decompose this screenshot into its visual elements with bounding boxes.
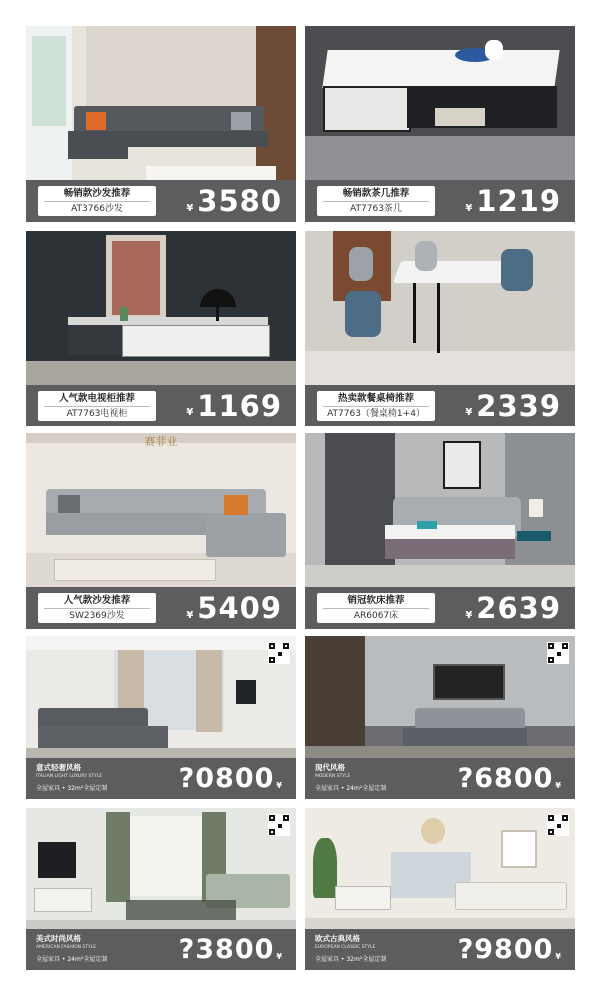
- package-price: [179, 758, 282, 799]
- coffee-table-photo: [305, 26, 575, 180]
- currency-symbol: ¥: [186, 609, 194, 621]
- bedroom-photo: [305, 636, 575, 758]
- card-info-bar: [305, 180, 575, 222]
- card-model: AT7763电视柜: [66, 409, 128, 419]
- qr-code: [547, 814, 569, 836]
- package-style-en: EUROPEAN CLASSIC STYLE: [315, 945, 376, 950]
- package-style: 现代风格: [315, 763, 345, 772]
- card-price: [465, 180, 561, 222]
- package-style-en: AMERICAN FASHION STYLE: [36, 945, 97, 950]
- card-label: [38, 186, 156, 216]
- card-price: [186, 385, 282, 426]
- package-price: [458, 758, 561, 799]
- price-value: ?6800: [457, 763, 554, 794]
- living-room-photo: [26, 808, 296, 929]
- price-value: ?9800: [457, 934, 554, 965]
- package-description: 全屋家具 • 24m²全屋定制: [36, 956, 108, 963]
- currency-symbol: ¥: [186, 407, 194, 418]
- card-info-bar: [26, 385, 296, 426]
- card-model: SW2369沙发: [69, 611, 125, 621]
- price-value: 1169: [197, 388, 282, 423]
- card-title: 热卖款餐桌椅推荐: [323, 391, 429, 407]
- card-model: AT7763茶几: [350, 204, 402, 214]
- card-price: [465, 385, 561, 426]
- bed-photo: [305, 433, 575, 587]
- package-description: 全屋家具 • 32m²全屋定制: [36, 785, 108, 792]
- dining-set-photo: [305, 231, 575, 385]
- sofa-photo: [26, 26, 296, 180]
- card-label: [317, 391, 435, 421]
- package-info-bar: [26, 929, 296, 970]
- card-info-bar: [305, 385, 575, 426]
- package-card-european-classic[interactable]: [305, 808, 575, 970]
- price-value: 2339: [476, 388, 561, 423]
- package-style: 美式时尚风格: [36, 934, 81, 943]
- package-style: 意式轻奢风格: [36, 763, 81, 772]
- card-title: 人气款沙发推荐: [44, 593, 150, 609]
- card-price: [186, 587, 282, 629]
- package-price: [458, 929, 561, 970]
- product-card-sofa-at3766[interactable]: [26, 26, 296, 222]
- card-model: AT3766沙发: [71, 204, 123, 214]
- product-card-sofa-sw2369[interactable]: [26, 433, 296, 629]
- card-title: 人气款电视柜推荐: [44, 391, 150, 407]
- sectional-sofa-photo: [26, 433, 296, 587]
- package-description: 全屋家具 • 32m²全屋定制: [315, 956, 387, 963]
- package-style: 欧式古典风格: [315, 934, 360, 943]
- card-info-bar: [305, 587, 575, 629]
- package-description: 全屋家具 • 24m²全屋定制: [315, 785, 387, 792]
- package-card-italian-light-luxury[interactable]: [26, 636, 296, 799]
- product-card-coffee-table-at7763[interactable]: [305, 26, 575, 222]
- tv-cabinet-photo: [26, 231, 296, 385]
- package-info: [36, 934, 107, 968]
- product-card-bed-ar6067[interactable]: [305, 433, 575, 629]
- package-info: [315, 763, 386, 797]
- card-label: [38, 391, 156, 421]
- package-info-bar: [305, 758, 575, 799]
- currency-symbol: ¥: [555, 952, 561, 961]
- card-label: [317, 186, 435, 216]
- card-price: [465, 587, 561, 629]
- package-info-bar: [26, 758, 296, 799]
- card-label: [38, 593, 156, 623]
- card-label: [317, 593, 435, 623]
- card-info-bar: [26, 180, 296, 222]
- currency-symbol: ¥: [276, 952, 282, 961]
- price-value: 2639: [476, 591, 561, 625]
- package-info: [315, 934, 386, 968]
- package-style-en: MODERN STYLE: [315, 774, 351, 779]
- qr-code: [268, 814, 290, 836]
- card-price: [186, 180, 282, 222]
- qr-code: [268, 642, 290, 664]
- price-value: ?3800: [178, 934, 275, 965]
- currency-symbol: ¥: [465, 407, 473, 418]
- currency-symbol: ¥: [555, 781, 561, 790]
- currency-symbol: ¥: [465, 202, 473, 214]
- living-room-photo: [26, 636, 296, 758]
- card-title: 销冠软床推荐: [323, 593, 429, 609]
- currency-symbol: ¥: [465, 609, 473, 621]
- card-info-bar: [26, 587, 296, 629]
- currency-symbol: ¥: [276, 781, 282, 790]
- card-title: 畅销款沙发推荐: [44, 186, 150, 202]
- package-card-american-fashion[interactable]: [26, 808, 296, 970]
- price-value: 1219: [476, 184, 561, 218]
- brand-logo: 赛菲业: [144, 435, 178, 448]
- product-card-dining-set-at7763[interactable]: [305, 231, 575, 426]
- currency-symbol: ¥: [186, 202, 194, 214]
- package-price: [179, 929, 282, 970]
- package-info-bar: [305, 929, 575, 970]
- card-model: AT7763（餐桌椅1+4）: [327, 409, 425, 419]
- product-card-tv-cabinet-at7763[interactable]: [26, 231, 296, 426]
- living-room-photo: [305, 808, 575, 929]
- card-title: 畅销款茶几推荐: [323, 186, 429, 202]
- qr-code: [547, 642, 569, 664]
- price-value: 5409: [197, 591, 282, 625]
- package-info: [36, 763, 107, 797]
- package-card-modern[interactable]: [305, 636, 575, 799]
- price-value: 3580: [197, 184, 282, 218]
- card-model: AR6067床: [353, 611, 399, 621]
- price-value: ?0800: [178, 763, 275, 794]
- package-style-en: ITALIAN LIGHT LUXURY STYLE: [36, 774, 103, 779]
